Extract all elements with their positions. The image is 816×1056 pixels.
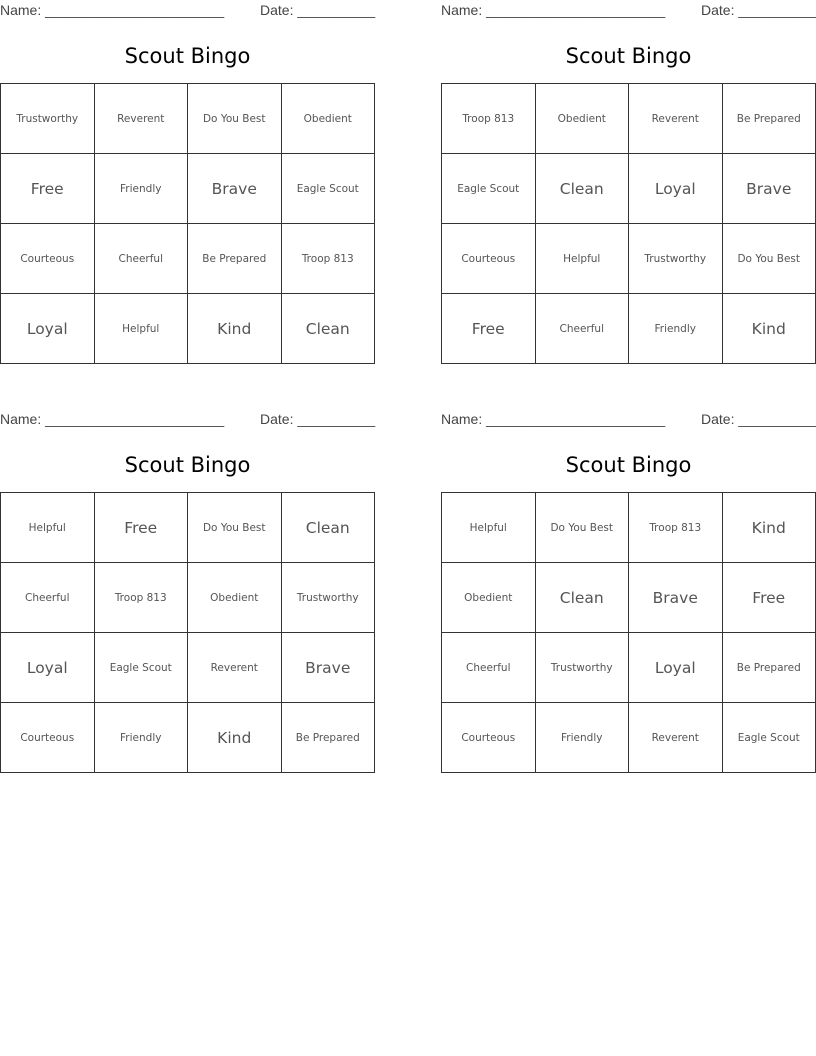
bingo-cell: Reverent — [629, 84, 723, 154]
bingo-cell: Free — [723, 563, 816, 633]
date-line: Date: __________ — [701, 411, 816, 427]
card-header — [441, 409, 816, 431]
bingo-cell: Clean — [536, 154, 630, 224]
bingo-card — [441, 0, 816, 364]
name-line: Name: _______________________ — [441, 2, 666, 18]
bingo-cell: Brave — [723, 154, 816, 224]
card-header — [441, 0, 816, 22]
bingo-grid — [0, 492, 375, 773]
name-line: Name: _______________________ — [0, 2, 225, 18]
bingo-cell: Cheerful — [442, 633, 536, 703]
bingo-card — [0, 0, 375, 364]
bingo-cell: Courteous — [1, 224, 95, 294]
bingo-cell: Do You Best — [188, 493, 282, 563]
bingo-cell: Cheerful — [536, 294, 630, 364]
bingo-cell: Brave — [282, 633, 376, 703]
bingo-cell: Loyal — [629, 154, 723, 224]
card-title: Scout Bingo — [565, 44, 692, 68]
bingo-cell: Do You Best — [536, 493, 630, 563]
bingo-cell: Obedient — [442, 563, 536, 633]
bingo-cell: Do You Best — [723, 224, 816, 294]
bingo-cell: Reverent — [188, 633, 282, 703]
bingo-cell: Kind — [723, 493, 816, 563]
card-header — [0, 0, 375, 22]
bingo-cell: Loyal — [1, 294, 95, 364]
bingo-cell: Reverent — [629, 703, 723, 773]
bingo-cell: Be Prepared — [282, 703, 376, 773]
bingo-cell: Loyal — [1, 633, 95, 703]
bingo-cell: Kind — [723, 294, 816, 364]
bingo-cell: Kind — [188, 294, 282, 364]
bingo-cell: Courteous — [1, 703, 95, 773]
bingo-cell: Troop 813 — [282, 224, 376, 294]
bingo-cell: Obedient — [536, 84, 630, 154]
bingo-cell: Eagle Scout — [442, 154, 536, 224]
bingo-card — [0, 409, 375, 773]
date-line: Date: __________ — [260, 411, 376, 427]
bingo-cell: Be Prepared — [723, 84, 816, 154]
bingo-cell: Do You Best — [188, 84, 282, 154]
date-line: Date: __________ — [701, 2, 816, 18]
bingo-cell: Obedient — [282, 84, 376, 154]
bingo-cell: Troop 813 — [95, 563, 189, 633]
name-line: Name: _______________________ — [0, 411, 225, 427]
bingo-grid — [0, 83, 375, 364]
bingo-cell: Friendly — [95, 703, 189, 773]
bingo-cell: Helpful — [442, 493, 536, 563]
bingo-cell: Obedient — [188, 563, 282, 633]
bingo-cell: Trustworthy — [629, 224, 723, 294]
bingo-cell: Troop 813 — [629, 493, 723, 563]
bingo-cell: Reverent — [95, 84, 189, 154]
bingo-cell: Trustworthy — [1, 84, 95, 154]
bingo-grid — [441, 83, 816, 364]
bingo-cell: Friendly — [536, 703, 630, 773]
card-header — [0, 409, 375, 431]
bingo-cell: Kind — [188, 703, 282, 773]
bingo-cell: Courteous — [442, 224, 536, 294]
bingo-grid — [441, 492, 816, 773]
bingo-cell: Free — [442, 294, 536, 364]
bingo-cell: Clean — [282, 294, 376, 364]
bingo-cell: Eagle Scout — [95, 633, 189, 703]
bingo-cell: Helpful — [536, 224, 630, 294]
bingo-cell: Troop 813 — [442, 84, 536, 154]
card-title: Scout Bingo — [124, 453, 251, 477]
bingo-cell: Brave — [629, 563, 723, 633]
bingo-cell: Free — [95, 493, 189, 563]
bingo-cell: Eagle Scout — [282, 154, 376, 224]
bingo-cell: Be Prepared — [188, 224, 282, 294]
bingo-cell: Loyal — [629, 633, 723, 703]
card-title: Scout Bingo — [124, 44, 251, 68]
card-title: Scout Bingo — [565, 453, 692, 477]
bingo-cell: Courteous — [442, 703, 536, 773]
date-line: Date: __________ — [260, 2, 376, 18]
bingo-cell: Trustworthy — [536, 633, 630, 703]
name-line: Name: _______________________ — [441, 411, 666, 427]
bingo-cell: Clean — [282, 493, 376, 563]
bingo-card — [441, 409, 816, 773]
bingo-cell: Cheerful — [95, 224, 189, 294]
bingo-cell: Free — [1, 154, 95, 224]
bingo-cell: Friendly — [629, 294, 723, 364]
bingo-cell: Eagle Scout — [723, 703, 816, 773]
bingo-cell: Cheerful — [1, 563, 95, 633]
bingo-cell: Trustworthy — [282, 563, 376, 633]
bingo-cell: Be Prepared — [723, 633, 816, 703]
bingo-cell: Helpful — [95, 294, 189, 364]
bingo-cell: Clean — [536, 563, 630, 633]
bingo-cell: Brave — [188, 154, 282, 224]
bingo-cell: Friendly — [95, 154, 189, 224]
bingo-cell: Helpful — [1, 493, 95, 563]
